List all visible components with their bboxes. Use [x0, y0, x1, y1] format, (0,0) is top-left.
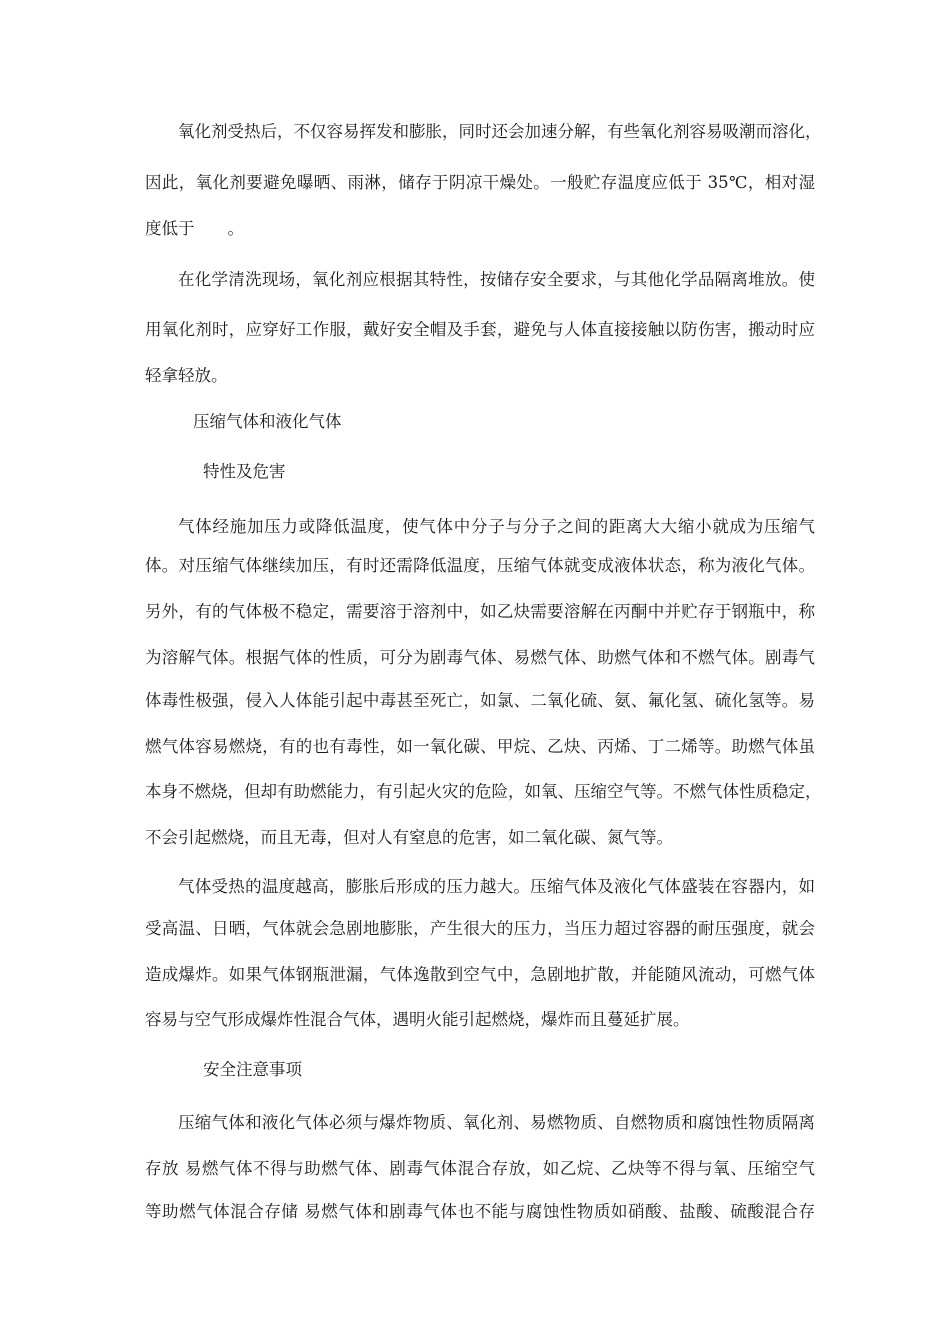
paragraph-4-line-4: 容易与空气形成爆炸性混合气体，遇明火能引起燃烧，爆炸而且蔓延扩展。	[145, 1010, 690, 1029]
paragraph-3-line-7: 本身不燃烧，但却有助燃能力，有引起火灾的危险，如氧、压缩空气等。不燃气体性质稳定，	[145, 782, 822, 801]
paragraph-3-line-2: 体。对压缩气体继续加压，有时还需降低温度，压缩气体就变成液体状态，称为液化气体。	[145, 556, 815, 575]
paragraph-2-line-3: 轻拿轻放。	[145, 366, 228, 385]
subsection-heading-safety: 安全注意事项	[203, 1060, 302, 1079]
paragraph-1-line-2: 因此，氧化剂要避免曝晒、雨淋，储存于阴凉干燥处。一般贮存温度应低于 35℃，相对湿	[145, 173, 815, 192]
paragraph-4-line-3: 造成爆炸。如果气体钢瓶泄漏，气体逸散到空气中，急剧地扩散，并能随风流动，可燃气体	[145, 965, 815, 984]
paragraph-5-line-2: 存放 易燃气体不得与助燃气体、剧毒气体混合存放，如乙烷、乙炔等不得与氧、压缩空气	[145, 1159, 815, 1178]
paragraph-3-line-5: 体毒性极强，侵入人体能引起中毒甚至死亡，如氯、二氧化硫、氨、氟化氢、硫化氢等。易	[145, 691, 815, 710]
paragraph-2-line-1: 在化学清洗现场，氧化剂应根据其特性，按储存安全要求，与其他化学品隔离堆放。使	[178, 270, 815, 289]
paragraph-5-line-1: 压缩气体和液化气体必须与爆炸物质、氧化剂、易燃物质、自燃物质和腐蚀性物质隔离	[178, 1113, 815, 1132]
subsection-heading-properties: 特性及危害	[203, 462, 286, 481]
section-heading: 压缩气体和液化气体	[193, 412, 342, 431]
paragraph-3-line-6: 燃气体容易燃烧，有的也有毒性，如一氧化碳、甲烷、乙炔、丙烯、丁二烯等。助燃气体虽	[145, 737, 815, 756]
paragraph-1-line-1: 氧化剂受热后，不仅容易挥发和膨胀，同时还会加速分解，有些氧化剂容易吸潮而溶化，	[178, 122, 822, 141]
paragraph-3-line-8: 不会引起燃烧，而且无毒，但对人有窒息的危害，如二氧化碳、氮气等。	[145, 828, 673, 847]
paragraph-1-line-3: 度低于 。	[145, 219, 244, 238]
paragraph-3-line-1: 气体经施加压力或降低温度，使气体中分子与分子之间的距离大大缩小就成为压缩气	[178, 517, 815, 536]
paragraph-5-line-3: 等助燃气体混合存储 易燃气体和剧毒气体也不能与腐蚀性物质如硝酸、盐酸、硫酸混合存	[145, 1202, 815, 1221]
paragraph-4-line-2: 受高温、日晒，气体就会急剧地膨胀，产生很大的压力，当压力超过容器的耐压强度，就会	[145, 919, 815, 938]
paragraph-2-line-2: 用氧化剂时，应穿好工作服，戴好安全帽及手套，避免与人体直接接触以防伤害，搬动时应	[145, 320, 815, 339]
paragraph-4-line-1: 气体受热的温度越高，膨胀后形成的压力越大。压缩气体及液化气体盛装在容器内，如	[178, 877, 815, 896]
paragraph-3-line-3: 另外，有的气体极不稳定，需要溶于溶剂中，如乙炔需要溶解在丙酮中并贮存于钢瓶中，称	[145, 602, 815, 621]
paragraph-3-line-4: 为溶解气体。根据气体的性质，可分为剧毒气体、易燃气体、助燃气体和不燃气体。剧毒气	[145, 648, 815, 667]
